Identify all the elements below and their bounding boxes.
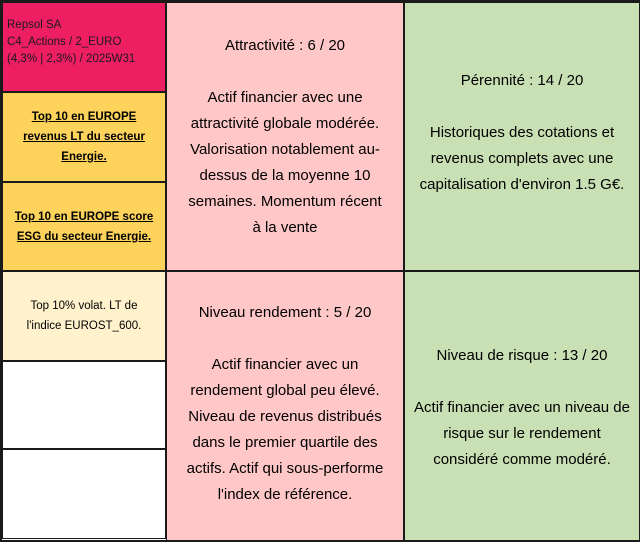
ranking-volatility-text: Top 10% volat. LT de l'indice EUROST_600. (26, 300, 142, 332)
ranking-esg-cell (2, 182, 166, 271)
ranking-revenue-cell (2, 92, 166, 182)
asset-yield-week: (4,3% | 2,3%) / 2025W31 (7, 53, 136, 65)
attractivite-cell (166, 2, 404, 271)
asset-name: Repsol SA (7, 19, 62, 31)
perennite-cell (404, 2, 640, 271)
rendement-text: Actif financier avec un rendement global peu élevé. Niveau de revenus distribués dans le premier quartile des actifs. Actif qui sous-performe l'index de référence. (186, 356, 384, 503)
ranking-esg-text: Top 10 en EUROPE score ESG du secteur Energie. (14, 210, 154, 243)
perennite-heading: Pérennité : 14 / 20 (460, 71, 584, 89)
ranking-volatility-cell (2, 271, 166, 361)
attractivite-text: Actif financier avec une attractivité globale modérée. Valorisation notablement au-dessus de la moyenne 10 semaines. Momentum récent à la vente (188, 89, 382, 236)
asset-identity-cell (2, 2, 166, 92)
asset-category: C4_Actions / 2_EURO (7, 36, 122, 48)
perennite-text: Historiques des cotations et revenus complets avec une capitalisation d'environ 1.5 G€. (419, 123, 625, 193)
ranking-revenue-text: Top 10 en EUROPE revenus LT du secteur Energie. (23, 111, 145, 163)
risque-text: Actif financier avec un niveau de risque sur le rendement considéré comme modéré. (414, 399, 630, 468)
rendement-cell (166, 271, 404, 541)
attractivite-heading: Attractivité : 6 / 20 (224, 37, 346, 54)
rendement-heading: Niveau rendement : 5 / 20 (198, 304, 372, 321)
empty-cell-1 (2, 361, 166, 449)
empty-cell-2 (2, 449, 166, 539)
risque-cell (404, 271, 640, 541)
risque-heading: Niveau de risque : 13 / 20 (436, 347, 608, 364)
